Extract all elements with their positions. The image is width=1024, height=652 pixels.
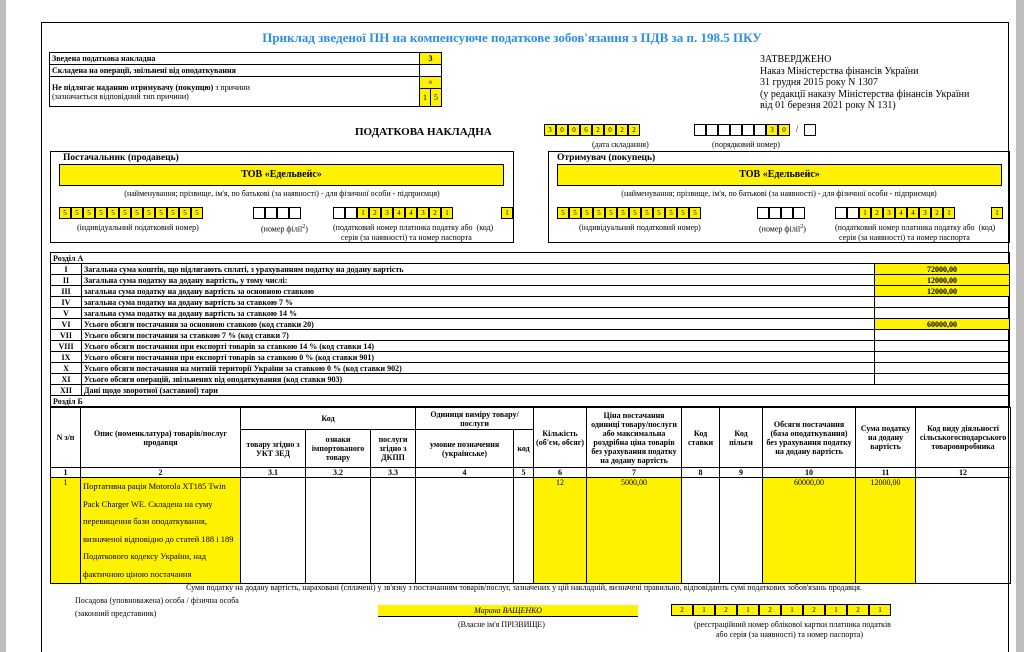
item-vat: 12000,00 — [856, 478, 916, 584]
buyer-ipn-cell: 5 — [653, 207, 665, 219]
seller-tax-number-cells — [333, 207, 453, 219]
approval-line-4: (у редакції наказу Міністерства фінансів України — [760, 88, 970, 100]
row-label: загальна сума податку на додану вартість за ставкою 7 % — [82, 297, 875, 308]
seller-header: Постачальник (продавець) — [63, 153, 179, 163]
document-title: Приклад зведеної ПН на компенсуюче податкове зобов'язання з ПДВ за п. 198.5 ПКУ — [262, 30, 762, 45]
buyer-ipn-cell: 5 — [605, 207, 617, 219]
approval-line-1: ЗАТВЕРДЖЕНО — [760, 54, 832, 65]
seller-ipn-cell: 5 — [83, 207, 95, 219]
item-unit-name — [416, 478, 514, 584]
buyer-branch-cell — [757, 207, 769, 219]
not-provided-cell — [50, 77, 420, 107]
registration-number-cells — [671, 604, 891, 616]
section-a-row — [51, 286, 1010, 297]
tax-invoice-heading: ПОДАТКОВА НАКЛАДНА — [355, 126, 492, 138]
reg-cell: 2 — [715, 604, 737, 616]
col-num: 12 — [916, 468, 1011, 478]
h-vat: Сума податку на додану вартість — [856, 408, 916, 468]
date-cell: 2 — [616, 124, 628, 136]
seller-tax-cell: 4 — [405, 207, 417, 219]
invoice-status-table — [49, 52, 442, 107]
reg-cell: 1 — [869, 604, 891, 616]
col-num: 7 — [587, 468, 682, 478]
date-cell: 6 — [580, 124, 592, 136]
item-benefit — [720, 478, 763, 584]
item-volume: 60000,00 — [763, 478, 856, 584]
section-a-row — [51, 363, 1010, 374]
row-label: Загальна сума податку на додану вартість, у тому числі: — [82, 275, 875, 286]
h-num: N з/п — [51, 408, 81, 468]
seller-ipn-cell: 5 — [191, 207, 203, 219]
seller-ipn-cell: 5 — [119, 207, 131, 219]
seller-branch-cell — [289, 207, 301, 219]
buyer-tax-cell: 1 — [859, 207, 871, 219]
row-value — [875, 374, 1010, 385]
row-label: Загальна сума коштів, що підлягають сплаті, з урахуванням податку на додану вартість — [82, 264, 875, 275]
buyer-block — [548, 151, 1010, 243]
seller-block — [50, 151, 514, 243]
row-value — [875, 297, 1010, 308]
date-cell: 2 — [592, 124, 604, 136]
buyer-branch-label-text: (номер філії — [759, 224, 801, 234]
seller-tax-cell: 1 — [357, 207, 369, 219]
number-label: (порядковий номер) — [712, 140, 780, 149]
seller-ipn-cell: 5 — [59, 207, 71, 219]
approval-line-2: Наказ Міністерства фінансів України — [760, 65, 919, 77]
row-label: Усього обсяги постачання за ставкою 7 % (код ставки 7) — [82, 330, 875, 341]
row-num: V — [51, 308, 82, 319]
buyer-ipn-cell: 5 — [557, 207, 569, 219]
row-value: 12000,00 — [875, 286, 1010, 297]
col-num: 1 — [51, 468, 81, 478]
h-unit-name: умовне позначення (українське) — [416, 430, 514, 468]
section-a-row — [51, 264, 1010, 275]
table-row — [51, 478, 1011, 584]
seller-ipn-cell: 5 — [155, 207, 167, 219]
seller-branch-sup: 2 — [302, 224, 306, 230]
not-provided-hint: (зазначається відповідний тип причини) — [52, 91, 189, 101]
buyer-tax-cell: 1 — [943, 207, 955, 219]
seller-passport-label: серія (за наявності) та номер паспорта — [341, 233, 472, 242]
item-price: 5000,00 — [587, 478, 682, 584]
section-a-row — [51, 385, 1010, 396]
section-a-row — [51, 341, 1010, 352]
reason-code-digit-2: 5 — [431, 89, 442, 107]
date-cells — [544, 124, 640, 136]
signer-role-line-2: (законний представник) — [75, 609, 157, 618]
not-provided-suffix: з причини — [215, 82, 250, 92]
seller-branch-label-text: (номер філії — [261, 224, 303, 234]
buyer-tax-cell: 2 — [931, 207, 943, 219]
buyer-tax-label-2: або — [962, 223, 975, 232]
section-a — [50, 252, 1010, 407]
h-unit: Одиниця виміру товару/послуги — [416, 408, 534, 430]
row-num: XI — [51, 374, 82, 385]
buyer-tax-cell — [835, 207, 847, 219]
not-provided-label: Не підлягає наданню отримувачу (покупцю) — [52, 82, 214, 92]
exempt-label: Складена на операції, звільнені від оподаткування — [50, 65, 420, 77]
footer-statement: Суми податку на додану вартість, нараховані (сплачені) у зв'язку з постачанням товарів/послуг, зазначених у цій накладній, визначені правильно, відповідають сумі податкових зобов'язань продавця. — [186, 583, 862, 592]
buyer-tax-label-1: (податковий номер платника податку — [835, 223, 961, 232]
approval-line-3: 31 грудня 2015 року N 1307 — [760, 77, 878, 88]
signer-role-line-1: Посадова (уповноважена) особа / фізична особа — [75, 596, 239, 605]
seller-tax-cell: 2 — [429, 207, 441, 219]
h-price: Ціна постачання одиниці товару/послуги або максимальна роздрібна ціна товарів без урахування податку на додану вартість — [587, 408, 682, 468]
number-cell — [706, 124, 718, 136]
signer-name: Марина ВАЩЕНКО — [378, 605, 638, 617]
row-num: III — [51, 286, 82, 297]
date-cell: 0 — [556, 124, 568, 136]
buyer-code-cell: 1 — [991, 207, 1003, 219]
date-label: (дата складання) — [592, 140, 649, 149]
col-num: 5 — [514, 468, 534, 478]
reg-cell: 1 — [693, 604, 715, 616]
seller-tax-label-2: або — [460, 223, 473, 232]
registration-label-2: або серія (за наявності) та номер паспорта) — [716, 630, 864, 639]
buyer-tax-label: (податковий номер платника податку або (код) — [835, 223, 996, 232]
seller-ipn-label: (індивідуальний податковий номер) — [77, 223, 199, 232]
row-label: Усього обсяги постачання при експорті товарів за ставкою 0 % (код ставки 901) — [82, 352, 875, 363]
buyer-ipn-cell: 5 — [593, 207, 605, 219]
row-num: VI — [51, 319, 82, 330]
buyer-ipn-cell: 5 — [569, 207, 581, 219]
col-num: 3.2 — [306, 468, 371, 478]
h-code-import: ознаки імпортованого товару — [306, 430, 371, 468]
row-value — [875, 352, 1010, 363]
h-benefit: Код пільги — [720, 408, 763, 468]
viewer-left-edge — [0, 0, 6, 652]
buyer-branch-label: (номер філії$^2$) — [759, 224, 806, 234]
buyer-tax-cell: 4 — [907, 207, 919, 219]
buyer-name: ТОВ «Едельвейс» — [557, 164, 1002, 186]
buyer-tax-cell: 2 — [871, 207, 883, 219]
buyer-branch-sup: 2 — [800, 224, 804, 230]
reg-cell: 1 — [781, 604, 803, 616]
h-code-dkpp: послуги згідно з ДКПП — [371, 430, 416, 468]
reg-cell: 2 — [847, 604, 869, 616]
row-num: IX — [51, 352, 82, 363]
section-a-row — [51, 352, 1010, 363]
seller-branch-cell — [277, 207, 289, 219]
approval-block — [760, 54, 969, 112]
seller-branch-cell — [253, 207, 265, 219]
buyer-passport-label: серія (за наявності) та номер паспорта — [839, 233, 970, 242]
col-num: 6 — [534, 468, 587, 478]
buyer-ipn-label: (індивідуальний податковий номер) — [579, 223, 701, 232]
date-cell: 2 — [628, 124, 640, 136]
buyer-ipn-cell: 5 — [617, 207, 629, 219]
item-rate — [682, 478, 720, 584]
row-value: 60000,00 — [875, 319, 1010, 330]
row-value — [875, 341, 1010, 352]
row-label: Дані щодо зворотної (заставної) тари — [82, 385, 1010, 396]
row-num: VIII — [51, 341, 82, 352]
row-value: 12000,00 — [875, 275, 1010, 286]
col-num: 9 — [720, 468, 763, 478]
buyer-tax-label-3: (код — [978, 223, 993, 232]
row-num: VII — [51, 330, 82, 341]
seller-tax-cell — [345, 207, 357, 219]
buyer-header: Отримувач (покупець) — [557, 153, 656, 163]
number-cell — [730, 124, 742, 136]
buyer-ipn-cell: 5 — [581, 207, 593, 219]
number-cell — [718, 124, 730, 136]
number-cells — [694, 124, 816, 136]
row-num: II — [51, 275, 82, 286]
seller-tax-cell: 1 — [441, 207, 453, 219]
col-num: 2 — [81, 468, 241, 478]
buyer-tax-cell: 3 — [919, 207, 931, 219]
row-value — [875, 308, 1010, 319]
section-a-header: Розділ А — [51, 253, 1010, 264]
seller-ipn-cell: 5 — [95, 207, 107, 219]
h-unit-code: код — [514, 430, 534, 468]
row-label: Усього обсяги постачання за основною ставкою (код ставки 20) — [82, 319, 875, 330]
buyer-branch-cell — [781, 207, 793, 219]
reg-cell: 2 — [803, 604, 825, 616]
row-value: 72000,00 — [875, 264, 1010, 275]
reg-cell: 1 — [825, 604, 847, 616]
section-a-row — [51, 319, 1010, 330]
buyer-tax-cell: 3 — [883, 207, 895, 219]
buyer-ipn-cell: 5 — [665, 207, 677, 219]
seller-ipn-cell: 5 — [107, 207, 119, 219]
consolidated-label: Зведена податкова накладна — [50, 53, 420, 65]
seller-ipn-cells — [59, 207, 203, 219]
buyer-tax-cell: 4 — [895, 207, 907, 219]
buyer-tax-cell — [847, 207, 859, 219]
buyer-branch-cells — [757, 207, 805, 219]
h-code-ukt: товару згідно з УКТ ЗЕД — [241, 430, 306, 468]
buyer-branch-cell — [793, 207, 805, 219]
item-dkpp — [371, 478, 416, 584]
buyer-branch-cell — [769, 207, 781, 219]
section-a-row — [51, 330, 1010, 341]
row-value — [875, 330, 1010, 341]
seller-tax-cell: 4 — [393, 207, 405, 219]
seller-name-hint: (найменування; прізвище, ім'я, по батькові (за наявності) - для фізичної особи - підприємця) — [124, 189, 440, 198]
item-ukt — [241, 478, 306, 584]
row-value — [875, 363, 1010, 374]
row-num: I — [51, 264, 82, 275]
number-cell: 0 — [778, 124, 790, 136]
buyer-ipn-cells — [557, 207, 701, 219]
col-num: 4 — [416, 468, 514, 478]
seller-tax-cell: 2 — [369, 207, 381, 219]
seller-tax-label-1: (податковий номер платника податку — [333, 223, 459, 232]
reason-code-digit-1: 1 — [420, 89, 431, 107]
seller-branch-cell — [265, 207, 277, 219]
seller-ipn-cell: 5 — [179, 207, 191, 219]
row-label: Усього обсяги постачання при експорті товарів за ставкою 14 % (код ставки 14) — [82, 341, 875, 352]
row-num: X — [51, 363, 82, 374]
buyer-name-hint: (найменування; прізвище, ім'я, по батькові (за наявності) - для фізичної особи - підприємця) — [621, 189, 937, 198]
number-cell — [754, 124, 766, 136]
section-b-table — [50, 407, 1010, 584]
h-rate: Код ставки — [682, 408, 720, 468]
row-num: XII — [51, 385, 82, 396]
row-label: загальна сума податку на додану вартість за основною ставкою — [82, 286, 875, 297]
col-num: 10 — [763, 468, 856, 478]
row-num: IV — [51, 297, 82, 308]
item-unit-code — [514, 478, 534, 584]
seller-branch-cells — [253, 207, 301, 219]
seller-ipn-cell: 5 — [71, 207, 83, 219]
section-a-row — [51, 308, 1010, 319]
section-a-row — [51, 275, 1010, 286]
number-cell: 3 — [766, 124, 778, 136]
number-suffix-cell — [804, 124, 816, 136]
registration-label-1: (реєстраційний номер облікової картки платника податків — [694, 620, 891, 629]
seller-tax-cell: 3 — [417, 207, 429, 219]
buyer-ipn-cell: 5 — [641, 207, 653, 219]
reg-cell: 2 — [759, 604, 781, 616]
seller-name: ТОВ «Едельвейс» — [59, 164, 504, 186]
seller-ipn-cell: 5 — [143, 207, 155, 219]
section-a-row — [51, 297, 1010, 308]
section-b-header: Розділ Б — [51, 396, 1010, 407]
col-num: 11 — [856, 468, 916, 478]
col-num: 3.3 — [371, 468, 416, 478]
h-desc: Опис (номенклатура) товарів/послуг продавця — [81, 408, 241, 468]
col-num: 3.1 — [241, 468, 306, 478]
h-qty: Кількість (об'єм, обсяг) — [534, 408, 587, 468]
seller-code-cell: 1 — [501, 207, 513, 219]
item-import — [306, 478, 371, 584]
h-code: Код — [241, 408, 416, 430]
number-cell — [694, 124, 706, 136]
viewer-right-edge — [1016, 0, 1024, 652]
signer-name-label: (Власне ім'я ПРІЗВИЩЕ) — [458, 620, 545, 629]
seller-tax-cell: 3 — [381, 207, 393, 219]
consolidated-value: 3 — [420, 53, 442, 65]
col-num: 8 — [682, 468, 720, 478]
buyer-ipn-cell: 5 — [629, 207, 641, 219]
number-cell — [742, 124, 754, 136]
row-label: Усього обсяги постачання на митній території України за ставкою 0 % (код ставки 902) — [82, 363, 875, 374]
seller-ipn-cell: 5 — [167, 207, 179, 219]
item-activity — [916, 478, 1011, 584]
date-cell: 0 — [604, 124, 616, 136]
reg-cell: 1 — [737, 604, 759, 616]
reg-cell: 2 — [671, 604, 693, 616]
item-num: 1 — [51, 478, 81, 584]
date-cell: 3 — [544, 124, 556, 136]
row-label: Усього обсяги операцій, звільнених від оподаткування (код ставки 903) — [82, 374, 875, 385]
seller-tax-label-3: (код — [476, 223, 491, 232]
h-volume: Обсяги постачання (база оподаткування) без урахування податку на додану вартість — [763, 408, 856, 468]
row-label: загальна сума податку на додану вартість за ставкою 14 % — [82, 308, 875, 319]
approval-line-5: від 01 березня 2021 року N 131) — [760, 100, 896, 111]
h-activity: Код виду діяльності сільськогосподарського товаровиробника — [916, 408, 1011, 468]
buyer-ipn-cell: 5 — [677, 207, 689, 219]
buyer-ipn-cell: 5 — [689, 207, 701, 219]
not-provided-mark: × — [420, 77, 442, 89]
seller-branch-label: (номер філії$^2$) — [261, 224, 308, 234]
number-slash: / — [795, 124, 799, 134]
buyer-tax-number-cells — [835, 207, 955, 219]
seller-tax-cell — [333, 207, 345, 219]
date-cell: 0 — [568, 124, 580, 136]
section-a-row — [51, 374, 1010, 385]
item-desc: Портативна рація Motorola XT185 Twin Pack Charger WE. Складена на суму перевищення бази оподаткування, визначеної відповідно до статей 188 і 189 Податкового кодексу України, над фактичною ціною постачання — [81, 478, 241, 584]
seller-tax-label: (податковий номер платника податку або (код) — [333, 223, 494, 232]
exempt-value — [420, 65, 442, 77]
seller-ipn-cell: 5 — [131, 207, 143, 219]
item-qty: 12 — [534, 478, 587, 584]
